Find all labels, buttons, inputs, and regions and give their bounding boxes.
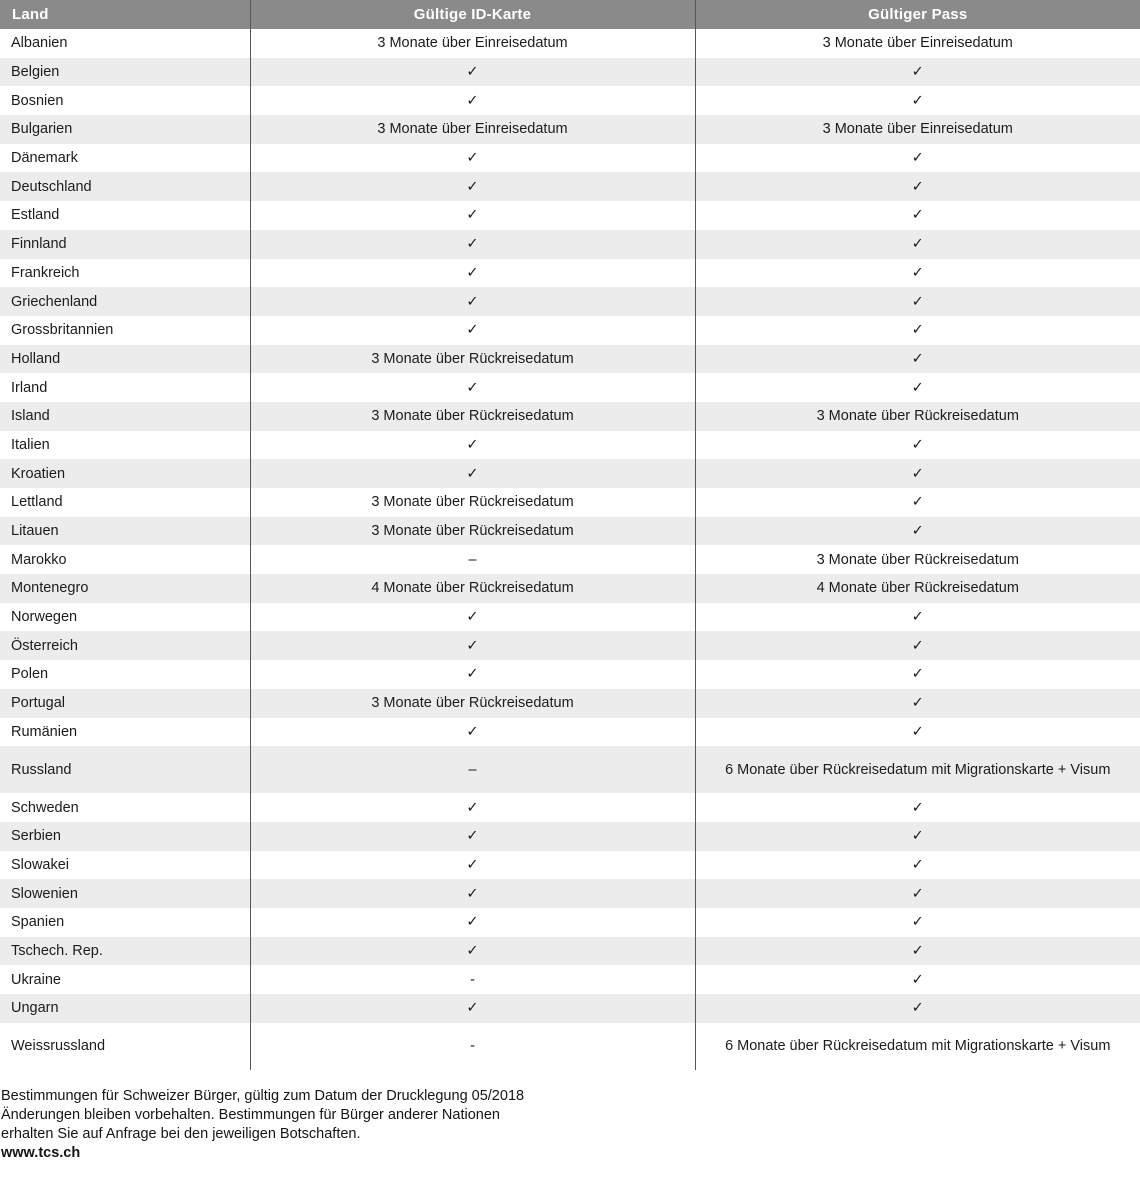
cell-pass: 3 Monate über Einreisedatum <box>695 115 1140 144</box>
cell-pass: ✓ <box>695 793 1140 822</box>
cell-land: Schweden <box>11 799 79 816</box>
cell-land: Kroatien <box>0 459 250 488</box>
table-row <box>0 431 1140 460</box>
cell-land: Russland <box>0 746 250 793</box>
table-row <box>0 488 1140 517</box>
cell-id-karte: ✓ <box>250 937 695 966</box>
footnote-line-1: Bestimmungen für Schweizer Bürger, gültig zum Datum der Drucklegung 05/2018 <box>1 1087 525 1104</box>
table-row <box>0 545 1140 574</box>
table-row <box>0 115 1140 144</box>
table-row <box>0 144 1140 173</box>
cell-pass: 3 Monate über Rückreisedatum <box>695 402 1140 431</box>
cell-land: Serbien <box>0 822 250 851</box>
table-row <box>0 373 1140 402</box>
column-header-land: Land <box>0 0 250 29</box>
cell-pass: ✓ <box>695 230 1140 259</box>
cell-pass: 3 Monate über Rückreisedatum <box>695 545 1140 574</box>
cell-pass: ✓ <box>695 631 1140 660</box>
column-header-pass: Gültiger Pass <box>695 0 1140 29</box>
cell-id-karte: ✓ <box>250 172 695 201</box>
cell-pass: ✓ <box>695 851 1140 880</box>
cell-pass: ✓ <box>695 603 1140 632</box>
table-row <box>0 172 1140 201</box>
cell-id-karte: ✓ <box>250 431 695 460</box>
cell-land: Marokko <box>11 551 67 568</box>
table-row <box>0 908 1140 937</box>
cell-id-karte: ✓ <box>250 201 695 230</box>
table-row <box>0 459 1140 488</box>
table-row <box>0 718 1140 747</box>
cell-id-karte: ✓ <box>250 603 695 632</box>
cell-id-karte: ✓ <box>250 86 695 115</box>
cell-id-karte: ✓ <box>250 793 695 822</box>
cell-land: Dänemark <box>11 150 78 167</box>
cell-land: Frankreich <box>11 264 80 281</box>
cell-pass: ✓ <box>695 345 1140 374</box>
cell-pass: ✓ <box>695 879 1140 908</box>
cell-pass: ✓ <box>695 201 1140 230</box>
cell-pass: ✓ <box>695 144 1140 173</box>
cell-pass: ✓ <box>695 517 1140 546</box>
cell-id-karte: ✓ <box>250 879 695 908</box>
cell-pass: ✓ <box>695 822 1140 851</box>
cell-id-karte: ✓ <box>250 230 695 259</box>
cell-land: Norwegen <box>11 609 78 626</box>
cell-pass: ✓ <box>695 316 1140 345</box>
table-row <box>0 851 1140 880</box>
cell-id-karte: - <box>250 1023 695 1070</box>
cell-land: Island <box>0 402 250 431</box>
cell-id-karte: ✓ <box>250 459 695 488</box>
cell-land: Irland <box>11 379 48 396</box>
cell-pass: 3 Monate über Einreisedatum <box>695 29 1140 58</box>
table-row <box>0 201 1140 230</box>
cell-pass: ✓ <box>695 488 1140 517</box>
cell-id-karte: ✓ <box>250 660 695 689</box>
table-row <box>0 994 1140 1023</box>
cell-pass: ✓ <box>695 660 1140 689</box>
cell-id-karte: – <box>250 746 695 793</box>
table-row <box>0 746 1140 793</box>
cell-id-karte: 3 Monate über Einreisedatum <box>250 29 695 58</box>
cell-id-karte: ✓ <box>250 287 695 316</box>
cell-id-karte: ✓ <box>250 144 695 173</box>
cell-pass: ✓ <box>695 994 1140 1023</box>
table-row <box>0 631 1140 660</box>
cell-pass: ✓ <box>695 259 1140 288</box>
table-row <box>0 517 1140 546</box>
cell-id-karte: 3 Monate über Rückreisedatum <box>250 345 695 374</box>
table-row <box>0 58 1140 87</box>
cell-pass: ✓ <box>695 965 1140 994</box>
cell-land: Litauen <box>0 517 250 546</box>
cell-land: Belgien <box>0 58 250 87</box>
table-row <box>0 402 1140 431</box>
cell-pass: ✓ <box>695 431 1140 460</box>
cell-id-karte: ✓ <box>250 851 695 880</box>
cell-id-karte: ✓ <box>250 718 695 747</box>
cell-id-karte: 3 Monate über Rückreisedatum <box>250 517 695 546</box>
cell-pass: ✓ <box>695 459 1140 488</box>
cell-land: Slowakei <box>11 856 70 873</box>
cell-pass: ✓ <box>695 937 1140 966</box>
cell-id-karte: ✓ <box>250 373 695 402</box>
cell-id-karte: ✓ <box>250 908 695 937</box>
cell-land: Grossbritannien <box>11 322 114 339</box>
cell-id-karte: – <box>250 545 695 574</box>
table-body <box>0 29 1140 1070</box>
cell-pass: ✓ <box>695 172 1140 201</box>
table-row <box>0 689 1140 718</box>
cell-pass: ✓ <box>695 908 1140 937</box>
table-row <box>0 86 1140 115</box>
cell-id-karte: ✓ <box>250 994 695 1023</box>
cell-pass: 6 Monate über Rückreisedatum mit Migrationskarte + Visum <box>695 746 1140 793</box>
table-row <box>0 937 1140 966</box>
cell-id-karte: ✓ <box>250 316 695 345</box>
cell-pass: ✓ <box>695 373 1140 402</box>
cell-id-karte: 3 Monate über Rückreisedatum <box>250 689 695 718</box>
cell-land: Albanien <box>11 35 68 52</box>
cell-land: Spanien <box>11 914 65 931</box>
cell-id-karte: ✓ <box>250 58 695 87</box>
cell-land: Holland <box>0 345 250 374</box>
cell-pass: ✓ <box>695 86 1140 115</box>
cell-land: Tschech. Rep. <box>0 937 250 966</box>
cell-land: Estland <box>11 207 60 224</box>
table-row <box>0 259 1140 288</box>
cell-id-karte: ✓ <box>250 822 695 851</box>
table-row <box>0 660 1140 689</box>
table-row <box>0 1023 1140 1070</box>
cell-id-karte: ✓ <box>250 631 695 660</box>
cell-pass: ✓ <box>695 58 1140 87</box>
column-header-id-karte: Gültige ID-Karte <box>250 0 695 29</box>
cell-id-karte: ✓ <box>250 259 695 288</box>
footnote-line-3: erhalten Sie auf Anfrage bei den jeweiligen Botschaften. <box>1 1125 361 1142</box>
cell-land: Ungarn <box>0 994 250 1023</box>
cell-pass: ✓ <box>695 718 1140 747</box>
cell-id-karte: - <box>250 965 695 994</box>
footnote-line-2: Änderungen bleiben vorbehalten. Bestimmungen für Bürger anderer Nationen <box>1 1106 500 1123</box>
cell-land: Österreich <box>0 631 250 660</box>
cell-pass: ✓ <box>695 287 1140 316</box>
cell-land: Bulgarien <box>0 115 250 144</box>
cell-land: Slowenien <box>0 879 250 908</box>
cell-pass: ✓ <box>695 689 1140 718</box>
cell-land: Italien <box>11 436 50 453</box>
table-row <box>0 822 1140 851</box>
cell-land: Polen <box>11 666 49 683</box>
cell-land: Finnland <box>0 230 250 259</box>
cell-land: Weissrussland <box>11 1038 106 1055</box>
table-row <box>0 574 1140 603</box>
footnote <box>0 1087 1140 1163</box>
cell-pass: 4 Monate über Rückreisedatum <box>695 574 1140 603</box>
website-text: www.tcs.ch <box>1 1144 81 1161</box>
cell-land: Deutschland <box>0 172 250 201</box>
table-row <box>0 603 1140 632</box>
header-row <box>0 0 1140 29</box>
cell-land: Lettland <box>11 494 63 511</box>
table-row <box>0 965 1140 994</box>
table-header <box>0 0 1140 29</box>
cell-id-karte: 3 Monate über Einreisedatum <box>250 115 695 144</box>
cell-land: Griechenland <box>0 287 250 316</box>
cell-land: Portugal <box>0 689 250 718</box>
cell-land: Rumänien <box>11 723 78 740</box>
cell-id-karte: 3 Monate über Rückreisedatum <box>250 488 695 517</box>
cell-land: Ukraine <box>11 971 61 988</box>
table-row <box>0 316 1140 345</box>
cell-id-karte: 4 Monate über Rückreisedatum <box>250 574 695 603</box>
cell-pass: 6 Monate über Rückreisedatum mit Migrationskarte + Visum <box>695 1023 1140 1070</box>
cell-land: Montenegro <box>0 574 250 603</box>
table-row <box>0 879 1140 908</box>
table-row <box>0 29 1140 58</box>
cell-id-karte: 3 Monate über Rückreisedatum <box>250 402 695 431</box>
table-row <box>0 230 1140 259</box>
cell-land: Bosnien <box>11 92 64 109</box>
table-row <box>0 345 1140 374</box>
table-row <box>0 287 1140 316</box>
table-row <box>0 793 1140 822</box>
